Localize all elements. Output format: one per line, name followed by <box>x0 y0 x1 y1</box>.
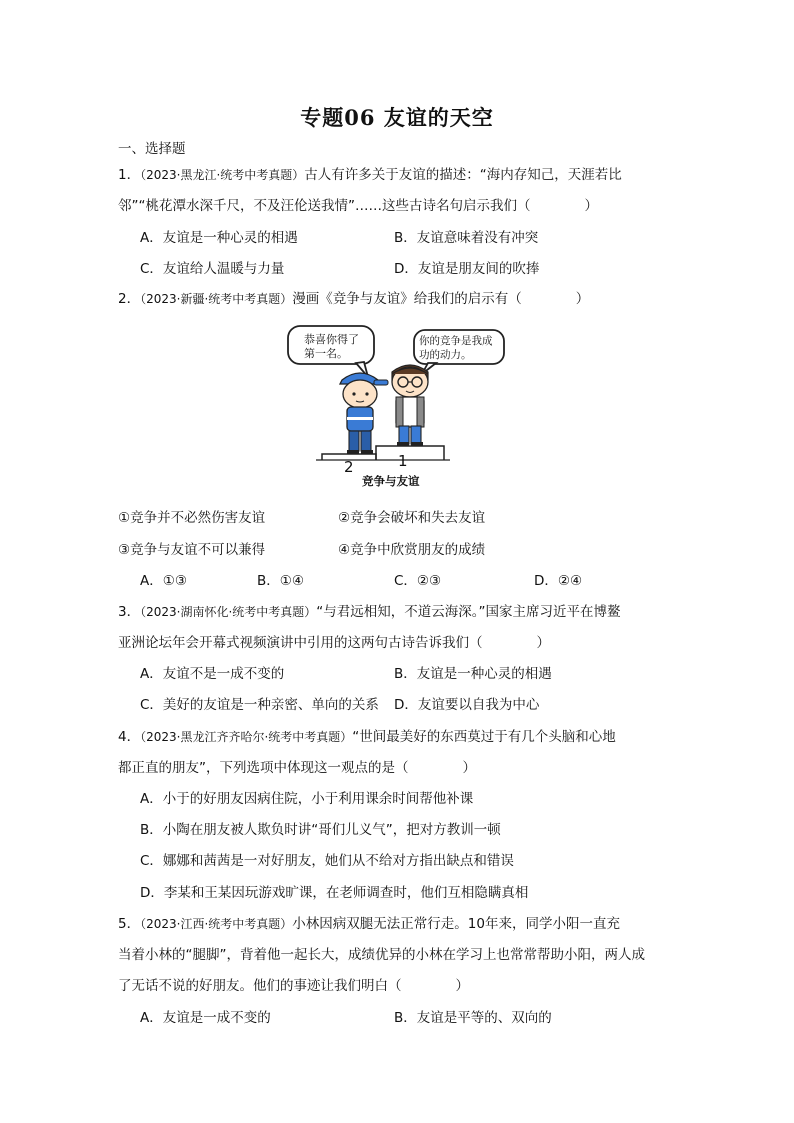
podium-first-label: 1 <box>398 452 408 470</box>
question-1-option-c: C．友谊给人温暖与力量 <box>140 261 285 277</box>
boy-with-glasses <box>392 365 428 446</box>
question-1-option-a: A．友谊是一种心灵的相遇 <box>140 230 298 246</box>
question-source: （2023·黑龙江齐齐哈尔·统考中考真题） <box>140 730 353 744</box>
question-number: 5． <box>118 916 141 932</box>
question-text: 古人有许多关于友谊的描述：“海内存知己，天涯若比 <box>304 167 622 183</box>
cartoon-caption: 竞争与友谊 <box>362 474 420 488</box>
question-4-option-b: B．小陶在朋友被人欺负时讲“哥们儿义气”，把对方教训一顿 <box>140 822 501 838</box>
question-2-line-1 <box>118 290 589 308</box>
question-2-statement-2: ②竞争会破坏和失去友谊 <box>338 510 486 526</box>
question-source: （2023·黑龙江·统考中考真题） <box>140 168 305 182</box>
question-source: （2023·江西·统考中考真题） <box>140 917 293 931</box>
question-5-option-b: B．友谊是平等的、双向的 <box>394 1010 552 1026</box>
question-2-option-b: B．①④ <box>257 573 304 589</box>
question-4-option-c: C．娜娜和茜茜是一对好朋友，她们从不给对方指出缺点和错误 <box>140 853 514 869</box>
question-2-option-d: D．②④ <box>534 573 583 589</box>
podium-second-label: 2 <box>344 458 354 476</box>
question-text: 漫画《竞争与友谊》给我们的启示有（ ） <box>292 291 590 307</box>
question-source: （2023·新疆·统考中考真题） <box>140 292 293 306</box>
question-text: “世间最美好的东西莫过于有几个头脑和心地 <box>352 729 616 745</box>
question-number: 2． <box>118 291 141 307</box>
question-2-option-a: A．①③ <box>140 573 187 589</box>
question-4-option-a: A．小于的好朋友因病住院，小于利用课余时间帮他补课 <box>140 791 474 807</box>
question-text: “与君远相知，不道云海深。”国家主席习近平在博鳌 <box>316 604 621 620</box>
question-3-option-a: A．友谊不是一成不变的 <box>140 666 285 682</box>
question-source: （2023·湖南怀化·统考中考真题） <box>140 605 317 619</box>
question-3-option-d: D．友谊要以自我为中心 <box>394 697 540 713</box>
question-3-option-c: C．美好的友谊是一种亲密、单向的关系 <box>140 697 379 713</box>
question-4-line-2: 都正直的朋友”，下列选项中体现这一观点的是（ ） <box>118 760 476 776</box>
question-4-option-d: D．李某和王某因玩游戏旷课，在老师调查时，他们互相隐瞒真相 <box>140 885 529 901</box>
question-1-option-b: B．友谊意味着没有冲突 <box>394 230 539 246</box>
question-text: 小林因病双腿无法正常行走。10年来，同学小阳一直充 <box>292 916 620 932</box>
question-number: 4． <box>118 729 141 745</box>
question-5-line-1 <box>118 915 620 933</box>
page-title: 专题06 友谊的天空 <box>300 105 494 130</box>
question-2-statement-1: ①竞争并不必然伤害友谊 <box>118 510 266 526</box>
question-3-line-2: 亚洲论坛年会开幕式视频演讲中引用的这两句古诗告诉我们（ ） <box>118 635 550 651</box>
question-2-option-c: C．②③ <box>394 573 442 589</box>
question-5-option-a: A．友谊是一成不变的 <box>140 1010 271 1026</box>
question-1-line-1 <box>118 166 622 184</box>
question-5-line-3: 了无话不说的好朋友。他们的事迹让我们明白（ ） <box>118 978 469 994</box>
speech-bubble-right-line-1: 你的竞争是我成 <box>419 335 493 347</box>
speech-bubble-left-line-1: 恭喜你得了 <box>304 333 359 346</box>
question-number: 1． <box>118 167 141 183</box>
speech-bubble-right-line-2: 功的动力。 <box>419 349 472 361</box>
question-number: 3． <box>118 604 141 620</box>
podium-first <box>376 446 444 460</box>
question-3-line-1 <box>118 603 621 621</box>
cartoon-illustration <box>280 322 516 490</box>
cartoon-competition-and-friendship <box>280 322 516 490</box>
question-4-line-1 <box>118 728 616 746</box>
question-2-statement-3: ③竞争与友谊不可以兼得 <box>118 542 266 558</box>
question-1-option-d: D．友谊是朋友间的吹捧 <box>394 261 540 277</box>
section-heading: 一、选择题 <box>118 141 186 157</box>
question-5-line-2: 当着小林的“腿脚”，背着他一起长大，成绩优异的小林在学习上也常常帮助小阳，两人成 <box>118 947 645 963</box>
question-1-line-2: 邻”“桃花潭水深千尺，不及汪伦送我情”……这些古诗名句启示我们（ ） <box>118 198 598 214</box>
speech-bubble-left-line-2: 第一名。 <box>304 347 348 360</box>
question-2-statement-4: ④竞争中欣赏朋友的成绩 <box>338 542 486 558</box>
question-3-option-b: B．友谊是一种心灵的相遇 <box>394 666 552 682</box>
boy-with-cap <box>340 373 388 454</box>
